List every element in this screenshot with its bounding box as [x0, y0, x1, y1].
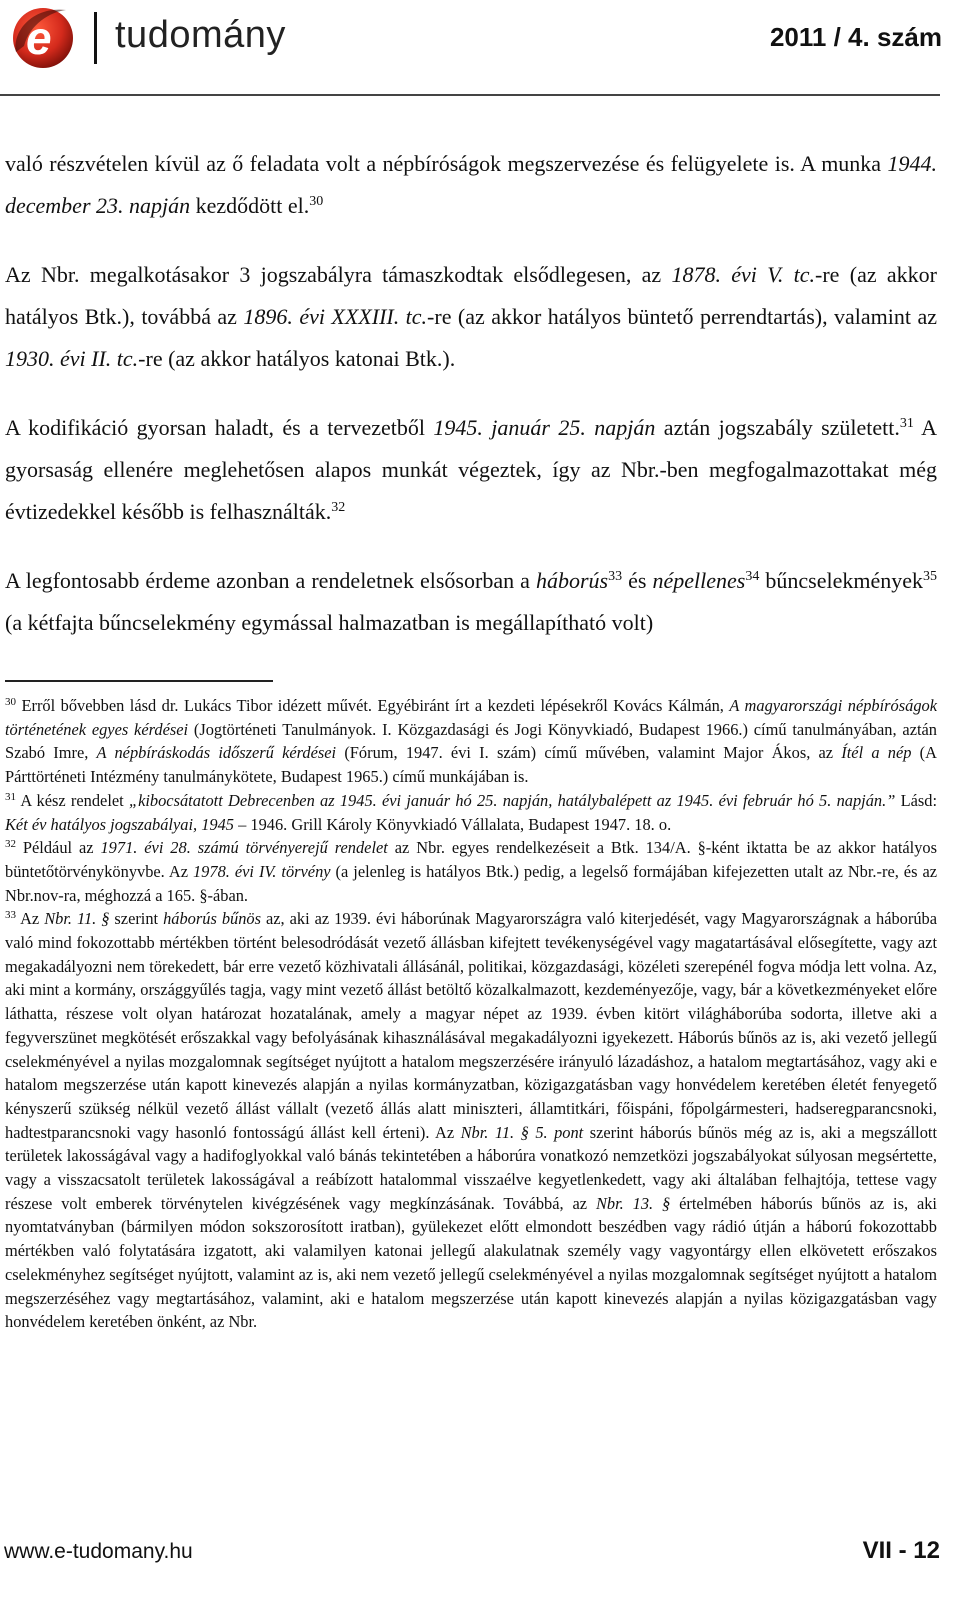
- italic-text: háborús bűnös: [163, 909, 261, 929]
- text-run: Például az: [16, 838, 101, 858]
- paragraph: [5, 254, 937, 380]
- text-run: az Nbr. egyes rendelkezéseit a Btk. 134/A. §-ként iktatta be az akkor hatályos büntetőtörvénykönyvbe. Az: [5, 838, 937, 881]
- text-run: – 1946. Grill Károly Könyvkiadó Vállalata, Budapest 1947. 18. o.: [234, 814, 672, 834]
- footnote-ref: 31: [899, 416, 914, 431]
- page-header: [0, 0, 960, 90]
- text-run: A kész rendelet: [16, 790, 129, 810]
- paragraph: [5, 407, 937, 533]
- italic-text: 1978. évi IV. törvény: [192, 861, 331, 881]
- italic-text: Nbr. 11. §: [44, 909, 110, 929]
- text-run: való részvételen kívül az ő feladata volt a népbíróságok megszervezése és felügyelete is. A munka: [5, 151, 888, 176]
- text-run: (Fórum, 1947. évi I. szám) című művében, valamint Major Ákos, az: [336, 743, 842, 763]
- text-run: (A Párttörténeti Intézmény tanulmánykötete, Budapest 1965.) című munkájában is.: [5, 743, 937, 787]
- italic-text: Két év hatályos jogszabályai, 1945: [5, 814, 234, 834]
- italic-text: népellenes: [652, 568, 746, 593]
- italic-text: A népbíráskodás időszerű kérdései: [96, 743, 337, 763]
- page-number: VII - 12: [862, 1537, 940, 1564]
- text-run: A kodifikáció gyorsan haladt, és a tervezetből: [5, 415, 434, 440]
- paragraph: [5, 560, 937, 644]
- footnote-ref: 30: [309, 194, 324, 209]
- text-run: -re (az akkor hatályos büntető perrendtartás), valamint az: [427, 304, 937, 329]
- footnote-ref: 30: [5, 696, 16, 708]
- italic-text: Ítél a nép: [841, 743, 912, 763]
- text-run: A legfontosabb érdeme azonban a rendeletnek elsősorban a: [5, 568, 536, 593]
- italic-text: 1945. január 25. napján: [433, 415, 656, 440]
- text-run: (a kétfajta bűncselekmény egymással halmazatban is megállapítható volt): [5, 610, 654, 635]
- footnote-32: [5, 836, 937, 907]
- text-run: Erről bővebben lásd dr. Lukács Tibor idézett művét. Egyébiránt írt a kezdeti lépésekről Kovács Kálmán,: [16, 696, 730, 715]
- text-run: (a jelenleg is hatályos Btk.) pedig, a legelső formájában kifejezetten utalt az Nbr.-re, és az Nbr.nov-ra, méghozzá a 165. §-ában.: [5, 861, 937, 905]
- text-run: Az: [16, 909, 45, 929]
- italic-text: „kibocsátatott Debrecenben az 1945. évi január hó 25. napján, hatálybalépett az 1945. évi február hó 5. napján.”: [128, 790, 896, 810]
- footnote-ref: 31: [5, 790, 16, 803]
- footnote-separator: [5, 680, 273, 682]
- text-run: szerint háborús bűnös még az is, aki a megszállott területek lakosságával vagy a hadifoglyokkal való bánás tekintetében a háborúra vonatkozó nemzetközi jogszabályokat súlyosan megsértette, vagy a visszacsatolt területek lakosságával a reábízott hatalommal visszaélve kegyetlenkedett, vagy aki általában felhajtója, tettese vagy részese volt emberek törvénytelen kivégzésének vagy megkínzásának. Továbbá, az: [5, 1122, 937, 1213]
- italic-text: Nbr. 11. § 5. pont: [460, 1122, 584, 1142]
- italic-text: háborús: [535, 568, 609, 593]
- italic-text: 1971. évi 28. számú törvényerejű rendelet: [100, 838, 388, 858]
- header-rule: [0, 94, 940, 96]
- header-divider: [94, 12, 97, 64]
- text-run: szerint: [109, 909, 164, 929]
- italic-text: Nbr. 13. §: [595, 1193, 671, 1213]
- footer-url: www.e-tudomany.hu: [4, 1540, 193, 1563]
- svg-text:e: e: [26, 12, 52, 64]
- paragraph: [5, 143, 937, 227]
- italic-text: A magyarországi népbíróságok történetének egyes kérdései: [5, 696, 937, 739]
- italic-text: 1878. évi V. tc.: [671, 262, 816, 287]
- text-run: és: [622, 568, 653, 593]
- issue-number: 2011 / 4. szám: [769, 22, 942, 52]
- footnote-30: [5, 694, 937, 789]
- footnote-ref: 35: [923, 569, 937, 584]
- text-run: A gyorsaság ellenére meglehetősen alapos munkát végeztek, így az Nbr.-ben megfogalmazottakat még évtizedekkel később is felhasználták.: [5, 415, 937, 524]
- text-run: Lásd:: [895, 790, 937, 810]
- italic-text: 1896. évi XXXIII. tc.: [243, 304, 428, 329]
- italic-text: 1944. december 23. napján: [5, 151, 937, 218]
- footnote-33: [5, 907, 937, 1334]
- footnote-31: [5, 789, 937, 836]
- e-logo-icon: [10, 2, 76, 70]
- text-run: értelmében háborús bűnös az is, aki nyomtatványban (bármilyen módon sokszorosított iratban), gyülekezet előtt elmondott beszédben vagy rádió útján a háború fokozottabb mértékben való folytatására izgatott, aki valamilyen katonai jellegű alakulatnak személy vagy vagyontárgy ellen elkövetett erőszakos cselekményhez segítséget nyújtott, valamint az is, aki nem vezető jellegű cselekményével a nyilas mozgalomnak segítséget nyújtott a hatalom megszerzéséhez vagy megtartásához, valamint, aki e hatalom megszerzése után kapott kinevezés alapján a nyilas közigazgatásban vagy honvédelem keretében önként, az Nbr.: [5, 1193, 937, 1332]
- footnote-ref: 32: [5, 838, 16, 851]
- text-run: az, aki az 1939. évi háborúnak Magyarországra való kiterjedését, vagy Magyarországnak a háborúba való mind fokozottabb mértékben történt belesodródását vezető állásban kifejtett tevékenységével vagy magatartásával elősegítette, vagy azt megakadályozni nem törekedett, bár erre vezető közhivatali állásánál, politikai, közgazdasági, közéleti szerepénél fogva módja lett volna. Az, aki mint a kormány, országgyűlés tagja, vagy mint vezető állást betöltő közalkalmazott, kezdeményezője, vagy, bár a következményeket előre láthatta, részese volt olyan határozat hozatalának, amely a magyar népet az 1939. évben kitört világháborúba sodorta, illetve aki a fegyverszünet megkötését erőszakkal vagy befolyásának kihasználásával megakadályozni igyekezett. Háborús bűnös az is, aki vezető jellegű cselekményével a nyilas mozgalomnak segítséget nyújtott a hatalom megszerzésére irányuló lázadáshoz, a hatalom megtartásához, vagy aki e hatalom megszerzése után kapott kinevezés alapján a nyilas kormányzatban, közigazgatásban vagy honvédelem keretében életét fenyegető kényszerű szükség nélkül vezető állást vállalt (vezető állás alatt miniszteri, államtitkári, főispáni, főpolgármesteri, hadseregparancsnoki, hadtestparancsnoki vagy hasonló fontosságú állást kell érteni). Az: [5, 909, 938, 1142]
- text-run: (Jogtörténeti Tanulmányok. I. Közgazdasági és Jogi Könyvkiadó, Budapest 1966.) című tanulmányában, aztán Szabó Imre,: [5, 719, 938, 763]
- footnote-ref: 32: [331, 500, 346, 515]
- text-run: -re (az akkor hatályos katonai Btk.).: [138, 346, 456, 371]
- footnote-ref: 33: [608, 569, 623, 584]
- footnotes: [5, 694, 937, 1334]
- text-run: kezdődött el.: [190, 193, 310, 218]
- footnote-ref: 33: [5, 909, 16, 922]
- text-run: -re (az akkor hatályos Btk.), továbbá az: [5, 262, 937, 329]
- text-run: Az Nbr. megalkotásakor 3 jogszabályra támaszkodtak elsődlegesen, az: [5, 262, 672, 287]
- article-body: [5, 143, 937, 644]
- text-run: aztán jogszabály született.: [655, 415, 900, 440]
- text-run: bűncselekmények: [759, 568, 923, 593]
- footnote-ref: 34: [745, 569, 760, 584]
- italic-text: 1930. évi II. tc.: [5, 346, 139, 371]
- brand-name: tudomány: [115, 14, 286, 56]
